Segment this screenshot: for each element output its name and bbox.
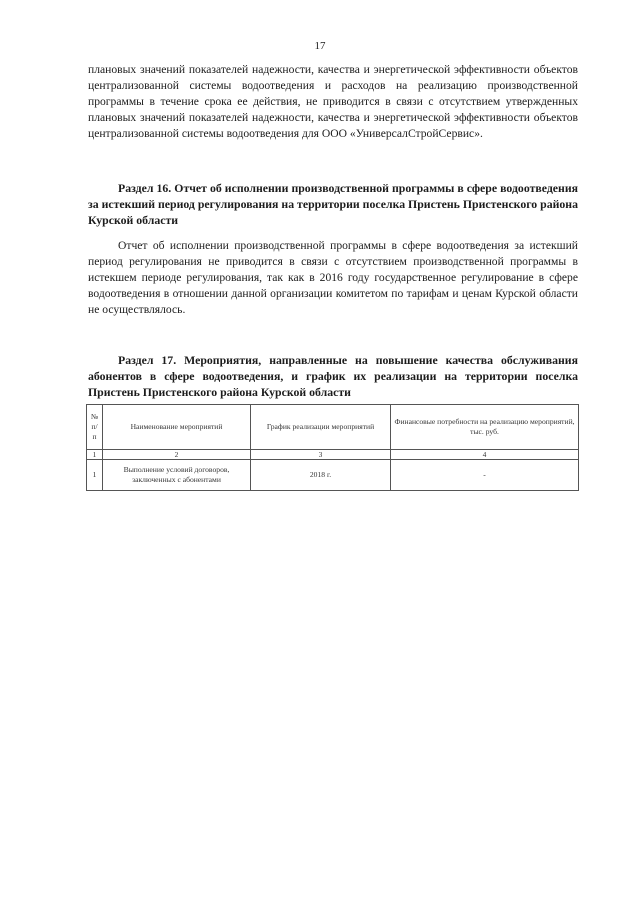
table-column-numbers-row	[87, 450, 579, 460]
header-financial-needs: Финансовые потребности на реализацию мероприятий, тыс. руб.	[391, 405, 579, 450]
measure-schedule: 2018 г.	[251, 460, 391, 491]
paragraph-plan-values: плановых значений показателей надежности, качества и энергетической эффективности объектов централизованной системы водоотведения и расходов на реализацию производственной программы в течение срока ее действия, не приводится в связи с отсутствием утвержденных плановых значений показателей надежности, качества и энергетической эффективности объектов централизованной системы водоотведения для ООО «УниверсалСтройСервис».	[88, 63, 578, 140]
table-row	[87, 460, 579, 491]
section-16-text: Отчет об исполнении производственной программы в сфере водоотведения за истекший период регулирования не приводится в связи с отсутствием производственной программы в истекшем периоде регулирования, так как в 2016 году государственное регулирование в сфере водоотведения в отношении данной организации комитетом по тарифам и ценам Курской области не осуществлялось.	[88, 239, 578, 316]
section-16-heading: Раздел 16. Отчет об исполнении производственной программы в сфере водоотведения за истекший период регулирования на территории поселка Пристень Пристенского района Курской области	[88, 181, 578, 227]
header-schedule: График реализации мероприятий	[251, 405, 391, 450]
column-number: 2	[103, 450, 251, 460]
measure-financial-needs: -	[391, 460, 579, 491]
page-number: 17	[314, 40, 326, 52]
row-number: 1	[87, 460, 103, 491]
column-number: 1	[87, 450, 103, 460]
section-17-heading: Раздел 17. Мероприятия, направленные на повышение качества обслуживания абонентов в сфере водоотведения, и график их реализации на территории поселка Пристень Пристенского района Курской области	[88, 353, 578, 399]
header-measure-name: Наименование мероприятий	[103, 405, 251, 450]
table-header-row	[87, 405, 579, 450]
header-number: № п/п	[87, 405, 103, 450]
measures-table	[86, 404, 579, 491]
measure-name: Выполнение условий договоров, заключенных с абонентами	[103, 460, 251, 491]
column-number: 4	[391, 450, 579, 460]
column-number: 3	[251, 450, 391, 460]
